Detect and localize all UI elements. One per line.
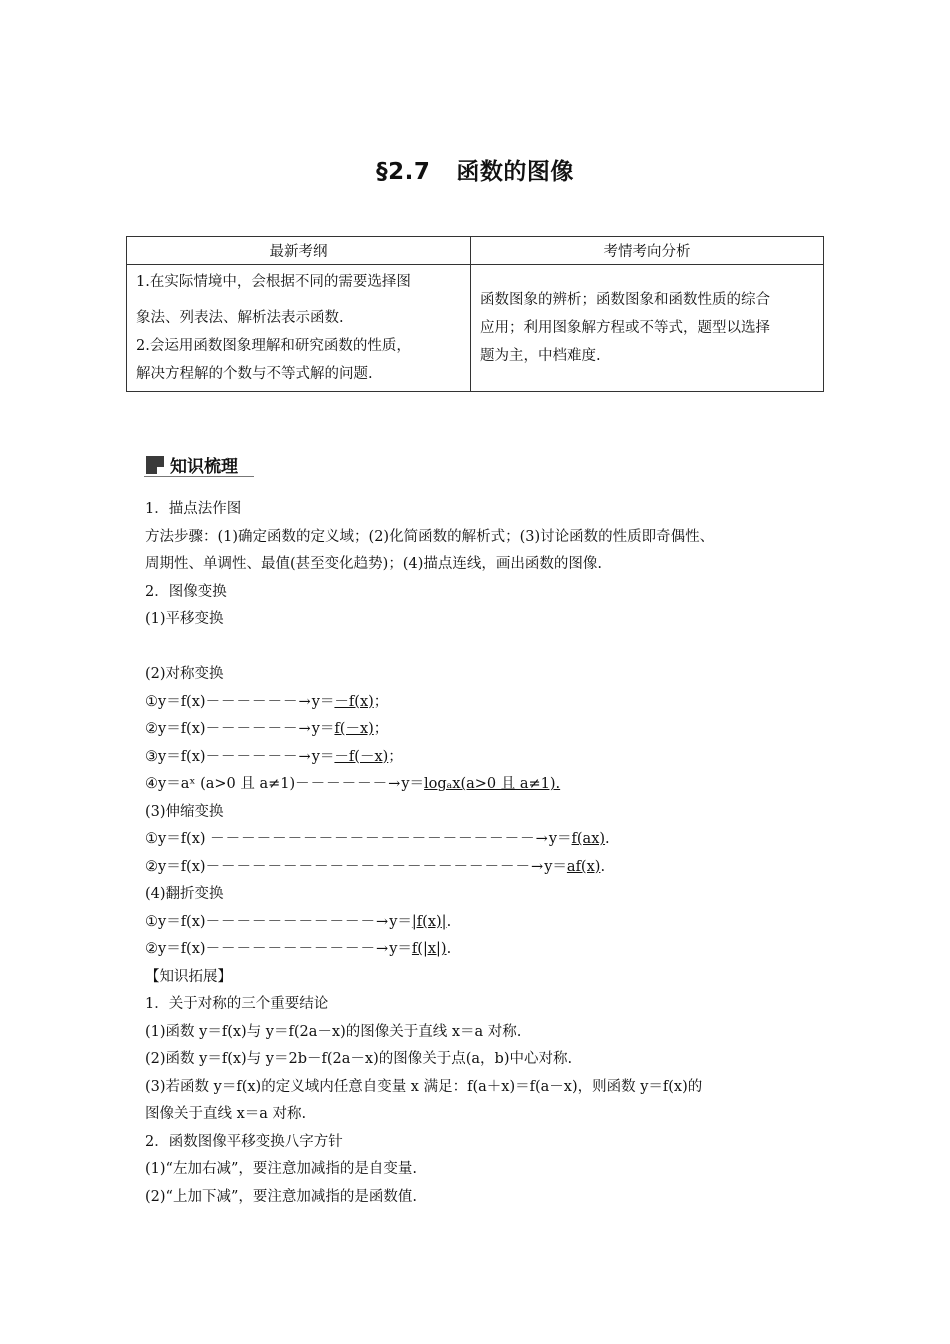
transform-target-prefix: y＝ <box>311 693 335 710</box>
transform-source: ①y＝f(x) <box>145 693 206 710</box>
analysis-line: 题为主，中档难度. <box>480 348 601 364</box>
transform-arrow: －－－－－－→ <box>205 748 312 765</box>
content-line: (1)平移变换 <box>145 611 224 627</box>
knowledge-content <box>145 496 825 1211</box>
transform-suffix: ； <box>388 748 403 765</box>
transform-target-prefix: y＝ <box>401 776 425 792</box>
transform-arrow: －－－－－－→ <box>295 776 402 792</box>
content-line: (2)“上加下减”，要注意加减指的是函数值. <box>145 1188 417 1205</box>
transform-answer: －f(x) <box>334 693 374 710</box>
section-number: §2.7 <box>376 159 431 185</box>
outline-item: 1.在实际情境中，会根据不同的需要选择图 <box>136 274 411 290</box>
table-header: 最新考纲 <box>127 237 471 265</box>
section-heading-text: 知识梳理 <box>170 457 238 477</box>
transform-arrow: －－－－－－－－－－－－－－－－－－－－－→ <box>205 858 545 875</box>
transform-arrow: －－－－－－→ <box>205 721 312 737</box>
outline-item: 解决方程解的个数与不等式解的问题. <box>136 366 373 382</box>
transform-target-prefix: y＝ <box>311 748 335 765</box>
content-line: (2)对称变换 <box>145 666 224 682</box>
transform-target-prefix: y＝ <box>389 913 412 930</box>
heading-underline <box>144 476 254 477</box>
content-line: (1)函数 y＝f(x)与 y＝f(2a－x)的图像关于直线 x＝a 对称. <box>145 1023 522 1040</box>
transform-suffix: ； <box>373 721 389 737</box>
transform-arrow: －－－－－－－－－－－→ <box>205 941 390 957</box>
transform-source: ①y＝f(x) <box>145 913 206 930</box>
transform-target-prefix: y＝ <box>311 721 335 737</box>
content-line <box>145 936 825 964</box>
content-line <box>145 689 825 717</box>
content-line: 图像关于直线 x＝a 对称. <box>145 1106 307 1122</box>
transform-source: ④y＝aˣ (a>0 且 a≠1) <box>145 776 296 792</box>
content-line: (3)伸缩变换 <box>145 803 224 820</box>
content-line <box>145 716 825 744</box>
transform-source: ③y＝f(x) <box>145 748 206 765</box>
transform-answer: f(|x|) <box>411 941 447 957</box>
transform-answer: －f(－x) <box>334 748 389 765</box>
outline-item: 2.会运用函数图象理解和研究函数的性质， <box>136 338 411 354</box>
transform-answer: f(ax) <box>571 831 606 847</box>
transform-target-prefix: y＝ <box>544 858 567 875</box>
transform-target-prefix: y＝ <box>548 831 572 847</box>
transform-suffix: . <box>600 858 606 875</box>
transform-source: ②y＝f(x) <box>145 721 206 737</box>
content-line: (1)“左加右减”，要注意加减指的是自变量. <box>145 1161 417 1177</box>
outline-right-cell <box>471 265 824 392</box>
content-line: 周期性、单调性、最值(甚至变化趋势)；(4)描点连线，画出函数的图像. <box>145 556 602 572</box>
content-line <box>145 909 825 937</box>
transform-answer: |f(x)| <box>411 913 447 930</box>
transform-arrow: －－－－－－－－－－－－－－－－－－－－－→ <box>210 831 549 847</box>
content-line <box>145 771 825 799</box>
transform-answer: af(x) <box>566 858 601 875</box>
content-line: 2．函数图像平移变换八字方针 <box>145 1133 343 1150</box>
content-line: 2．图像变换 <box>145 583 227 600</box>
content-line: 1．关于对称的三个重要结论 <box>145 996 329 1012</box>
table-header: 考情考向分析 <box>471 237 824 265</box>
content-line <box>145 826 825 854</box>
transform-answer: logₐx(a>0 且 a≠1). <box>424 776 561 792</box>
transform-suffix: . <box>446 913 452 930</box>
square-bullet-icon <box>146 456 164 474</box>
content-line: (3)若函数 y＝f(x)的定义域内任意自变量 x 满足：f(a＋x)＝f(a－x)，则函数 y＝f(x)的 <box>145 1078 703 1095</box>
content-line: 1．描点法作图 <box>145 501 242 517</box>
analysis-line: 函数图象的辨析；函数图象和函数性质的综合 <box>480 292 770 308</box>
transform-suffix: ； <box>373 693 389 710</box>
transform-source: ②y＝f(x) <box>145 941 206 957</box>
transform-target-prefix: y＝ <box>389 941 412 957</box>
section-heading <box>146 452 238 477</box>
page-title <box>0 153 950 186</box>
outline-left-cell <box>127 265 471 392</box>
content-line: 【知识拓展】 <box>145 968 232 985</box>
content-line: (2)函数 y＝f(x)与 y＝2b－f(2a－x)的图像关于点(a，b)中心对称. <box>145 1051 573 1067</box>
transform-arrow: －－－－－－→ <box>205 693 312 710</box>
transform-suffix: . <box>446 941 452 957</box>
transform-arrow: －－－－－－－－－－－→ <box>205 913 390 930</box>
outline-item: 象法、列表法、解析法表示函数. <box>136 310 344 326</box>
transform-source: ②y＝f(x) <box>145 858 206 875</box>
content-line: (4)翻折变换 <box>145 886 224 902</box>
section-name: 函数的图像 <box>456 159 574 185</box>
content-line <box>145 744 825 772</box>
transform-suffix: . <box>605 831 610 847</box>
content-line <box>145 634 825 662</box>
content-line <box>145 854 825 882</box>
transform-answer: f(－x) <box>334 721 374 737</box>
outline-table <box>126 236 824 392</box>
transform-source: ①y＝f(x) <box>145 831 211 847</box>
content-line: 方法步骤：(1)确定函数的定义域；(2)化简函数的解析式；(3)讨论函数的性质即奇偶性、 <box>145 528 715 545</box>
analysis-line: 应用；利用图象解方程或不等式，题型以选择 <box>480 320 770 336</box>
